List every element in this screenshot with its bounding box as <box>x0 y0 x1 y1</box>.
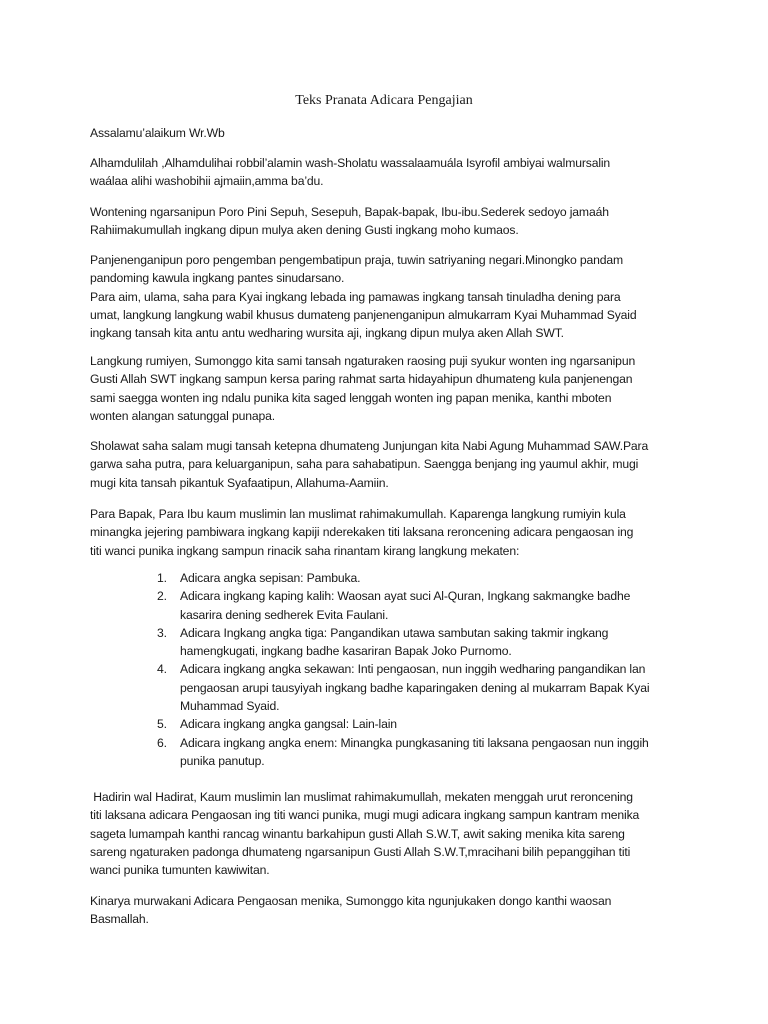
text-line: Adicara ingkang angka sekawan: Inti pengaosan, nun inggih wedharing pangandikan lan <box>180 662 646 677</box>
text-line: Adicara ingkang kaping kalih: Waosan ayat suci Al-Quran, Ingkang sakmangke badhe <box>180 589 631 604</box>
text-line: mugi kita tansah pikantuk Syafaatipun, Allahuma-Aamiin. <box>90 475 389 490</box>
text-line: punika panutup. <box>180 753 265 768</box>
text-line: waálaa alihi washobihii ajmaiin,amma ba’du. <box>90 174 324 189</box>
text-line: titi wanci punika ingkang sampun rinacik saha rinantam kirang langkung mekaten: <box>90 543 520 558</box>
text-line: ingkang tansah kita antu antu wedharing wursita aji, ingkang dipun mulya aken Allah SWT. <box>90 326 564 341</box>
text-line: pandoming kawula ingkang pantes sinudarsano. <box>90 271 345 286</box>
text-line: minangka jejering pambiwara ingkang kapiji nderekaken titi laksana reroncening adicara pengaosan ing <box>90 525 634 540</box>
text-line: sami saegga wonten ing ndalu punika kita saged lenggah wonten ing papan menika, kanthi mboten <box>90 390 612 405</box>
paragraph-honored-guests <box>90 251 690 342</box>
text-line: Kinarya murwakani Adicara Pengaosan menika, Sumonggo kita ngunjukaken dongo kanthi waosan <box>90 894 612 908</box>
paragraph-opening-praise <box>90 154 690 191</box>
text-line: Rahiimakumullah ingkang dipun mulya aken dening Gusti ingkang moho kumaos. <box>90 223 519 238</box>
text-line: sageta lumampah kanthi rancag winantu barkahipun gusti Allah S.W.T, awit saking menika kita sareng <box>90 826 625 841</box>
text-line: Adicara ingkang angka gangsal: Lain-lain <box>180 717 397 732</box>
text-line: wonten alangan satunggal punapa. <box>90 408 275 423</box>
text-line: Para aim, ulama, saha para Kyai ingkang lebada ing pamawas ingkang tansah tinuladha dening para <box>90 289 621 304</box>
text-line: Adicara angka sepisan: Pambuka. <box>180 571 361 585</box>
item-number: 6. <box>157 735 167 750</box>
text-line: Langkung rumiyen, Sumonggo kita sami tansah ngaturaken raosing puji syukur wonten ing ngarsanipun <box>90 354 636 368</box>
agenda-item <box>157 587 690 624</box>
text-line: Basmallah. <box>90 912 149 927</box>
text-line: pengaosan arupi tausyiyah ingkang badhe kaparingaken dening al mukarram Bapak Kyai <box>180 680 650 695</box>
text-line: garwa saha putra, para keluarganipun, saha para sahabatipun. Saengga benjang ing yaumul akhir, mugi <box>90 457 639 472</box>
agenda-list <box>157 569 690 770</box>
agenda-item <box>157 624 690 661</box>
agenda-item <box>157 569 690 587</box>
paragraph-audience-greeting <box>90 203 690 240</box>
text-line: Wontening ngarsanipun Poro Pini Sepuh, Sesepuh, Bapak-bapak, Ibu-ibu.Sederek sedoyo jamaáh <box>90 205 609 219</box>
text-line: Gusti Allah SWT ingkang sampun kersa paring rahmat sarta hidayahipun dhumateng kula panjenengan <box>90 372 633 387</box>
agenda-item <box>157 715 690 733</box>
text-line: Hadirin wal Hadirat, Kaum muslimin lan muslimat rahimakumullah, mekaten menggah urut reroncening <box>90 790 633 804</box>
text-line: kasarira dening sedherek Evita Faulani. <box>180 607 389 622</box>
item-number: 5. <box>157 717 167 732</box>
item-number: 1. <box>157 571 167 585</box>
text-line: Adicara ingkang angka enem: Minangka pungkasaning titi laksana pengaosan nun inggih <box>180 735 649 750</box>
item-number: 2. <box>157 589 167 604</box>
agenda-item <box>157 734 690 771</box>
text-line: sareng ngaturaken padonga dhumateng ngarsanipun Gusti Allah S.W.T,mracihani bilih pepanggihan titi <box>90 844 631 859</box>
greeting: Assalamu’alaikum Wr.Wb <box>90 126 225 140</box>
item-number: 4. <box>157 662 167 677</box>
text-line: titi laksana adicara Pengaosan ing titi wanci punika, mugi mugi adicara ingkang sampun kantram menika <box>90 808 640 823</box>
text-line: Para Bapak, Para Ibu kaum muslimin lan muslimat rahimakumullah. Kaparenga langkung rumiyin kula <box>90 507 626 521</box>
text-line: Alhamdulilah ,Alhamdulihai robbil’alamin wash-Sholatu wassalaamuála Isyrofil ambiyai walmursalin <box>90 156 611 170</box>
paragraph-sholawat <box>90 437 690 492</box>
text-line: Sholawat saha salam mugi tansah ketepna dhumateng Junjungan kita Nabi Agung Muhammad SAW.Para <box>90 439 649 453</box>
paragraph-closing-prayer-intro <box>90 788 690 879</box>
text-line: Panjenenganipun poro pengemban pengembatipun praja, tuwin satriyaning negari.Minongko pandam <box>90 253 623 267</box>
item-number: 3. <box>157 625 167 640</box>
agenda-item <box>157 660 690 715</box>
paragraph-agenda-intro <box>90 505 690 560</box>
text-line: hamengkugati, ingkang badhe kasariran Bapak Joko Purnomo. <box>180 644 512 659</box>
text-line: Adicara Ingkang angka tiga: Pangandikan utawa sambutan saking takmir ingkang <box>180 625 609 640</box>
document-title: Teks Pranata Adicara Pengajian <box>295 93 473 108</box>
paragraph-gratitude <box>90 352 690 425</box>
text-line: wanci punika tumunten kawiwitan. <box>90 863 270 878</box>
text-line: umat, langkung langkung wabil khusus dumateng panjenenganipun almukarram Kyai Muhammad Syaid <box>90 307 637 322</box>
paragraph-basmallah <box>90 892 690 929</box>
text-line: Muhammad Syaid. <box>180 699 280 714</box>
